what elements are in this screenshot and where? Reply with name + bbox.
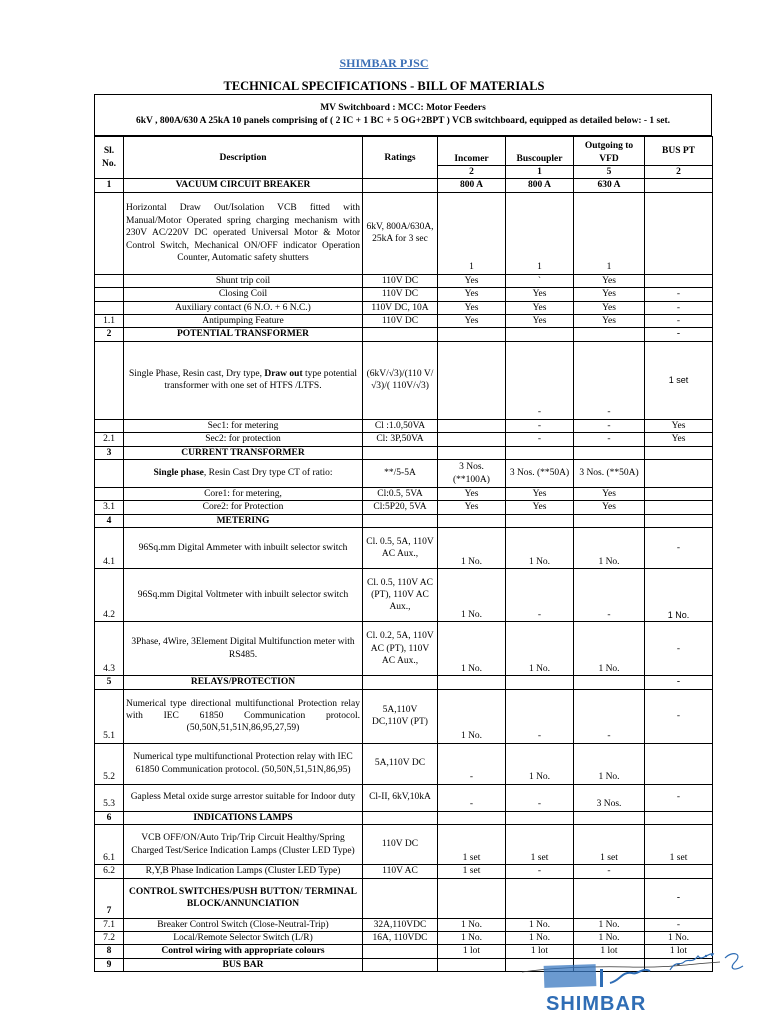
description-cell — [124, 341, 363, 419]
buscoupler-cell — [506, 811, 574, 824]
buscoupler-cell: Yes — [506, 315, 574, 328]
buspt-cell: - — [645, 784, 713, 811]
description-cell: Numerical type multifunctional Protection relay with IEC 61850 Communication protocol. (50,50N,51,51N,86,95) — [124, 743, 363, 784]
buscoupler-cell: 1 No. — [506, 918, 574, 931]
vfd-cell: 3 Nos. — [574, 784, 645, 811]
sl-cell: 1 — [95, 179, 124, 192]
sl-cell — [95, 288, 124, 301]
incomer-cell — [438, 433, 506, 446]
vfd-cell: - — [574, 569, 645, 622]
buscoupler-cell — [506, 878, 574, 918]
sl-cell: 5.1 — [95, 689, 124, 743]
buscoupler-cell: - — [506, 433, 574, 446]
buspt-cell: - — [645, 878, 713, 918]
document-title: TECHNICAL SPECIFICATIONS - BILL OF MATERIALS — [223, 79, 545, 93]
buspt-cell: 1 No. — [645, 569, 713, 622]
vfd-cell: Yes — [574, 488, 645, 501]
incomer-cell: 1 No. — [438, 931, 506, 944]
ratings-cell: 110V DC — [363, 274, 438, 287]
buspt-cell — [645, 460, 713, 488]
vfd-cell: 1 No. — [574, 918, 645, 931]
incomer-cell — [438, 958, 506, 971]
incomer-cell: Yes — [438, 274, 506, 287]
buspt-cell: 1 No. — [645, 931, 713, 944]
description-emphasis: Draw out — [264, 368, 303, 379]
buscoupler-cell: Yes — [506, 488, 574, 501]
table-row — [95, 865, 713, 878]
buscoupler-cell: - — [506, 569, 574, 622]
table-row — [95, 528, 713, 569]
incomer-cell: 1 set — [438, 825, 506, 865]
sl-cell: 6.2 — [95, 865, 124, 878]
buspt-cell — [645, 811, 713, 824]
table-row — [95, 192, 713, 274]
incomer-cell — [438, 341, 506, 419]
sl-cell: 8 — [95, 945, 124, 958]
description-cell: Core1: for metering, — [124, 488, 363, 501]
table-row — [95, 825, 713, 865]
table-row — [95, 274, 713, 287]
buspt-cell — [645, 865, 713, 878]
vfd-cell: Yes — [574, 288, 645, 301]
vfd-cell — [574, 878, 645, 918]
table-row — [95, 918, 713, 931]
buspt-cell: - — [645, 288, 713, 301]
ratings-cell — [363, 179, 438, 192]
vfd-cell: 1 No. — [574, 931, 645, 944]
table-row — [95, 689, 713, 743]
count-incomer: 2 — [438, 166, 506, 179]
buspt-cell: - — [645, 301, 713, 314]
sl-cell: 6.1 — [95, 825, 124, 865]
incomer-cell: 3 Nos. (**100A) — [438, 460, 506, 488]
table-row — [95, 460, 713, 488]
sl-cell: 5.2 — [95, 743, 124, 784]
ratings-cell: Cl :1.0,50VA — [363, 419, 438, 432]
description-cell: Horizontal Draw Out/Isolation VCB fitted with Manual/Motor Operated spring charging mechanism with 230V AC/220V DC operated Universal Motor & Motor Control Switch, Mechanical ON/OFF indicator Operation Counter, Automatic safety shutters — [124, 192, 363, 274]
ratings-cell — [363, 328, 438, 341]
table-row — [95, 446, 713, 459]
buscoupler-cell: Yes — [506, 301, 574, 314]
incomer-cell: 1 lot — [438, 945, 506, 958]
buspt-cell: - — [645, 958, 713, 971]
count-vfd: 5 — [574, 166, 645, 179]
sl-cell: 1.1 — [95, 315, 124, 328]
vfd-cell: 1 set — [574, 825, 645, 865]
description-cell: Core2: for Protection — [124, 501, 363, 514]
buspt-cell: - — [645, 328, 713, 341]
incomer-cell — [438, 419, 506, 432]
ratings-cell: 110V DC, 10A — [363, 301, 438, 314]
buscoupler-cell: - — [506, 689, 574, 743]
buspt-cell: 1 set — [645, 341, 713, 419]
description-cell: Antipumping Feature — [124, 315, 363, 328]
description-cell: 3Phase, 4Wire, 3Element Digital Multifunction meter with RS485. — [124, 622, 363, 676]
vfd-cell: Yes — [574, 315, 645, 328]
ratings-cell — [363, 446, 438, 459]
sl-cell — [95, 488, 124, 501]
ratings-cell: Cl. 0.2, 5A, 110V AC (PT), 110V AC Aux., — [363, 622, 438, 676]
col-header-sl: Sl. No. — [95, 137, 124, 179]
vfd-cell — [574, 811, 645, 824]
incomer-cell: 1 — [438, 192, 506, 274]
sl-cell: 6 — [95, 811, 124, 824]
incomer-cell: 1 set — [438, 865, 506, 878]
description-cell: VCB OFF/ON/Auto Trip/Trip Circuit Healthy/Spring Charged Test/Serice Indication Lamps (Cluster LED Type) — [124, 825, 363, 865]
description-cell: RELAYS/PROTECTION — [124, 676, 363, 689]
ratings-cell: **/5-5A — [363, 460, 438, 488]
ratings-cell: 16A, 110VDC — [363, 931, 438, 944]
ratings-cell — [363, 878, 438, 918]
buspt-cell — [645, 488, 713, 501]
col-header-ratings: Ratings — [363, 137, 438, 179]
ratings-cell: Cl:0.5, 5VA — [363, 488, 438, 501]
buscoupler-cell: 1 No. — [506, 743, 574, 784]
table-row — [95, 488, 713, 501]
incomer-cell: Yes — [438, 488, 506, 501]
company-stamp-icon — [540, 963, 670, 1018]
ratings-cell — [363, 958, 438, 971]
vfd-cell: 1 No. — [574, 622, 645, 676]
incomer-cell: Yes — [438, 315, 506, 328]
vfd-cell — [574, 446, 645, 459]
incomer-cell: Yes — [438, 288, 506, 301]
table-row — [95, 811, 713, 824]
count-buspt: 2 — [645, 166, 713, 179]
sl-cell — [95, 341, 124, 419]
description-cell: VACUUM CIRCUIT BREAKER — [124, 179, 363, 192]
ratings-cell: 5A,110V DC,110V (PT) — [363, 689, 438, 743]
sl-cell: 3 — [95, 446, 124, 459]
table-row — [95, 341, 713, 419]
vfd-cell: - — [574, 689, 645, 743]
description-cell: Closing Coil — [124, 288, 363, 301]
buspt-cell: Yes — [645, 433, 713, 446]
description-cell: Sec1: for metering — [124, 419, 363, 432]
table-row — [95, 301, 713, 314]
bill-of-materials-table — [94, 136, 713, 972]
incomer-cell — [438, 328, 506, 341]
description-emphasis: Single phase — [153, 468, 204, 479]
description-cell: Sec2: for protection — [124, 433, 363, 446]
incomer-cell: Yes — [438, 301, 506, 314]
incomer-cell: 1 No. — [438, 689, 506, 743]
col-header-buscoupler: Buscoupler — [506, 137, 574, 166]
description-cell: METERING — [124, 514, 363, 527]
buscoupler-cell: Yes — [506, 501, 574, 514]
buspt-cell: 1 set — [645, 825, 713, 865]
description-cell — [124, 460, 363, 488]
vfd-cell: 1 No. — [574, 743, 645, 784]
buscoupler-cell: - — [506, 784, 574, 811]
sl-cell: 3.1 — [95, 501, 124, 514]
incomer-cell: Yes — [438, 501, 506, 514]
incomer-cell: 1 No. — [438, 918, 506, 931]
buspt-cell: - — [645, 622, 713, 676]
incomer-cell — [438, 446, 506, 459]
incomer-cell — [438, 514, 506, 527]
vfd-cell — [574, 514, 645, 527]
incomer-cell — [438, 878, 506, 918]
ratings-cell: 32A,110VDC — [363, 918, 438, 931]
buscoupler-cell: 1 No. — [506, 622, 574, 676]
incomer-cell: 1 No. — [438, 569, 506, 622]
description-cell: CONTROL SWITCHES/PUSH BUTTON/ TERMINAL BLOCK/ANNUNCIATION — [124, 878, 363, 918]
vfd-cell: - — [574, 341, 645, 419]
col-header-buspt: BUS PT — [645, 137, 713, 166]
sl-cell: 4 — [95, 514, 124, 527]
ratings-cell: Cl-II, 6kV,10kA — [363, 784, 438, 811]
buscoupler-cell: 1 No. — [506, 931, 574, 944]
description-cell: Auxiliary contact (6 N.O. + 6 N.C.) — [124, 301, 363, 314]
buscoupler-cell: 1 No. — [506, 528, 574, 569]
incomer-cell: 1 No. — [438, 528, 506, 569]
vfd-cell: 3 Nos. (**50A) — [574, 460, 645, 488]
description-cell: R,Y,B Phase Indication Lamps (Cluster LED Type) — [124, 865, 363, 878]
incomer-cell: 1 No. — [438, 622, 506, 676]
ratings-cell: 110V DC — [363, 315, 438, 328]
sl-cell: 4.3 — [95, 622, 124, 676]
table-row — [95, 743, 713, 784]
description-text: , Resin Cast Dry type CT of ratio: — [203, 468, 333, 479]
table-row — [95, 328, 713, 341]
table-row — [95, 622, 713, 676]
sl-cell — [95, 460, 124, 488]
buscoupler-cell: ` — [506, 274, 574, 287]
description-cell: CURRENT TRANSFORMER — [124, 446, 363, 459]
description-cell: BUS BAR — [124, 958, 363, 971]
count-buscoupler: 1 — [506, 166, 574, 179]
buspt-cell: Yes — [645, 419, 713, 432]
buscoupler-cell: Yes — [506, 288, 574, 301]
vfd-cell — [574, 676, 645, 689]
sl-cell: 7.2 — [95, 931, 124, 944]
ratings-cell: 110V AC — [363, 865, 438, 878]
description-cell: Local/Remote Selector Switch (L/R) — [124, 931, 363, 944]
description-cell: Numerical type directional multifunctional Protection relay with IEC 61850 Communication protocol. (50,50N,51,51N,86,95,27,59) — [124, 689, 363, 743]
ratings-cell: Cl. 0.5, 110V AC (PT), 110V AC Aux., — [363, 569, 438, 622]
column-header-row — [95, 137, 713, 166]
sl-cell: 5.3 — [95, 784, 124, 811]
ratings-cell — [363, 945, 438, 958]
description-text: type potential transformer with one set of HTFS /LTFS. — [164, 368, 357, 392]
sl-cell — [95, 419, 124, 432]
ratings-cell: 110V DC — [363, 825, 438, 865]
ratings-cell: 5A,110V DC — [363, 743, 438, 784]
buscoupler-cell — [506, 514, 574, 527]
buspt-cell — [645, 179, 713, 192]
vfd-cell: - — [574, 865, 645, 878]
vfd-cell — [574, 328, 645, 341]
sl-cell: 7.1 — [95, 918, 124, 931]
buspt-cell: - — [645, 315, 713, 328]
sl-cell: 2 — [95, 328, 124, 341]
sl-cell — [95, 301, 124, 314]
buspt-cell: - — [645, 528, 713, 569]
table-row — [95, 676, 713, 689]
ratings-cell — [363, 514, 438, 527]
description-cell: 96Sq.mm Digital Voltmeter with inbuilt selector switch — [124, 569, 363, 622]
table-row — [95, 288, 713, 301]
table-row — [95, 514, 713, 527]
table-row — [95, 501, 713, 514]
ratings-cell: Cl: 3P,50VA — [363, 433, 438, 446]
description-cell: INDICATIONS LAMPS — [124, 811, 363, 824]
company-name: SHIMBAR PJSC — [339, 56, 429, 70]
buspt-cell: - — [645, 918, 713, 931]
buspt-cell — [645, 446, 713, 459]
vfd-cell: - — [574, 433, 645, 446]
buscoupler-cell — [506, 446, 574, 459]
description-cell: Breaker Control Switch (Close-Neutral-Trip) — [124, 918, 363, 931]
buspt-cell — [645, 743, 713, 784]
col-header-vfd: Outgoing to VFD — [574, 137, 645, 166]
description-cell: Gapless Metal oxide surge arrestor suitable for Indoor duty — [124, 784, 363, 811]
sl-cell — [95, 192, 124, 274]
header-line-2: 6kV , 800A/630 A 25kA 10 panels comprising of ( 2 IC + 1 BC + 5 OG+2BPT ) VCB switchboard, equipped as detailed below: - 1 set. — [135, 116, 671, 126]
table-row — [95, 784, 713, 811]
col-header-description: Description — [124, 137, 363, 179]
description-text: Single Phase, Resin cast, Dry type, — [129, 368, 265, 379]
incomer-cell — [438, 676, 506, 689]
vfd-cell: - — [574, 419, 645, 432]
ratings-cell: Cl. 0.5, 5A, 110V AC Aux., — [363, 528, 438, 569]
buspt-cell — [645, 192, 713, 274]
table-row — [95, 878, 713, 918]
table-row — [95, 419, 713, 432]
sl-cell — [95, 274, 124, 287]
ratings-cell: Cl:5P20, 5VA — [363, 501, 438, 514]
incomer-cell — [438, 811, 506, 824]
table-row — [95, 179, 713, 192]
buspt-cell — [645, 274, 713, 287]
buspt-cell: - — [645, 676, 713, 689]
buscoupler-cell: 1 set — [506, 825, 574, 865]
description-cell: 96Sq.mm Digital Ammeter with inbuilt selector switch — [124, 528, 363, 569]
stamp-text: SHIMBAR — [546, 993, 647, 1015]
sl-cell: 4.2 — [95, 569, 124, 622]
vfd-cell: 1 No. — [574, 528, 645, 569]
sl-cell: 9 — [95, 958, 124, 971]
table-row — [95, 315, 713, 328]
sl-cell: 4.1 — [95, 528, 124, 569]
vfd-cell: Yes — [574, 301, 645, 314]
buspt-cell: 1 lot — [645, 945, 713, 958]
buscoupler-cell: - — [506, 419, 574, 432]
switchboard-header — [94, 94, 712, 136]
incomer-cell: - — [438, 743, 506, 784]
vfd-cell: 630 A — [574, 179, 645, 192]
header-line-1: MV Switchboard : MCC: Motor Feeders — [320, 103, 486, 113]
ratings-cell — [363, 676, 438, 689]
buscoupler-cell: - — [506, 865, 574, 878]
incomer-cell: - — [438, 784, 506, 811]
description-cell: Shunt trip coil — [124, 274, 363, 287]
buscoupler-cell: - — [506, 341, 574, 419]
description-cell: POTENTIAL TRANSFORMER — [124, 328, 363, 341]
buscoupler-cell: 1 lot — [506, 945, 574, 958]
sl-cell: 7 — [95, 878, 124, 918]
ratings-cell: 110V DC — [363, 288, 438, 301]
table-row — [95, 433, 713, 446]
description-cell: Control wiring with appropriate colours — [124, 945, 363, 958]
vfd-cell: Yes — [574, 501, 645, 514]
col-header-incomer: Incomer — [438, 137, 506, 166]
vfd-cell: 1 lot — [574, 945, 645, 958]
buscoupler-cell: 1 — [506, 192, 574, 274]
incomer-cell: 800 A — [438, 179, 506, 192]
buscoupler-cell: 800 A — [506, 179, 574, 192]
ratings-cell — [363, 811, 438, 824]
table-row — [95, 569, 713, 622]
sl-cell: 5 — [95, 676, 124, 689]
buspt-cell — [645, 501, 713, 514]
buspt-cell: - — [645, 689, 713, 743]
buscoupler-cell — [506, 328, 574, 341]
ratings-cell: (6kV/√3)/(110 V/√3)/( 110V/√3) — [363, 341, 438, 419]
vfd-cell: Yes — [574, 274, 645, 287]
vfd-cell: 1 — [574, 192, 645, 274]
buscoupler-cell: 3 Nos. (**50A) — [506, 460, 574, 488]
buspt-cell — [645, 514, 713, 527]
table-row — [95, 931, 713, 944]
buscoupler-cell — [506, 676, 574, 689]
ratings-cell: 6kV, 800A/630A, 25kA for 3 sec — [363, 192, 438, 274]
sl-cell: 2.1 — [95, 433, 124, 446]
